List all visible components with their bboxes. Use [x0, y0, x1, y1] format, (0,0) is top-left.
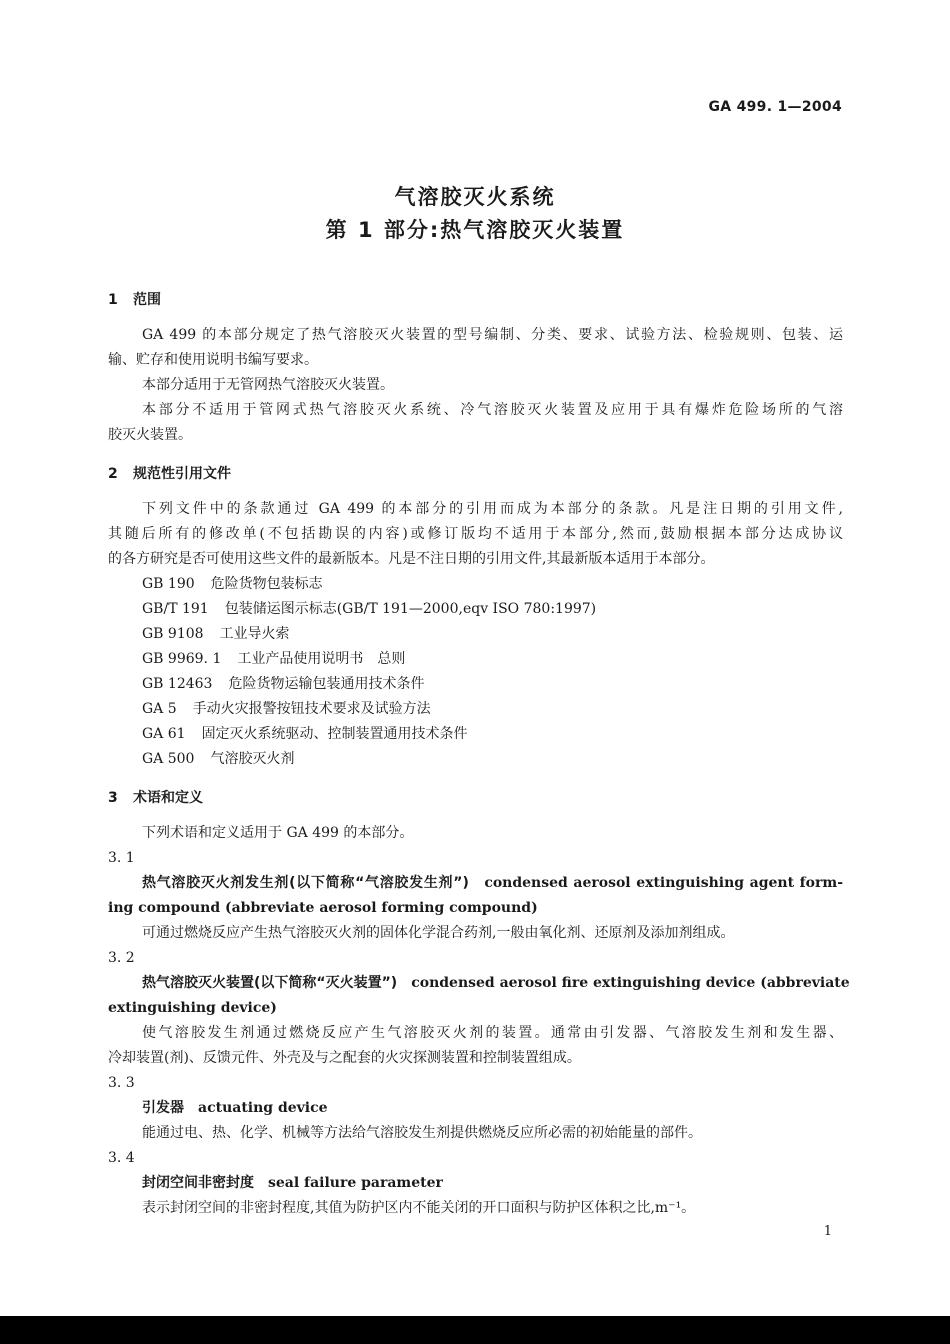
term-definition: 使气溶胶发生剂通过燃烧反应产生气溶胶灭火剂的装置。通常由引发器、气溶胶发生剂和发生器、 — [142, 1025, 843, 1041]
section-heading-scope — [108, 289, 161, 309]
clause-number: 3. 3 — [108, 1075, 135, 1091]
term-english: seal failure parameter — [268, 1175, 443, 1191]
reference-item — [142, 572, 323, 597]
term-line — [142, 1171, 443, 1196]
document-subtitle: 第 1 部分:热气溶胶灭火装置 — [325, 218, 625, 242]
term-definition-continued: 冷却装置(剂)、反馈元件、外壳及与之配套的火灾探测装置和控制装置组成。 — [108, 1050, 581, 1066]
term-definition: 能通过电、热、化学、机械等方法给气溶胶发生剂提供燃烧反应所必需的初始能量的部件。 — [142, 1125, 702, 1141]
reference-title: 危险货物包装标志 — [210, 576, 323, 592]
term-english-continued: extinguishing device) — [108, 1000, 277, 1016]
reference-title: 工业产品使用说明书 总则 — [237, 651, 406, 667]
paragraph-line: 胶灭火装置。 — [108, 427, 192, 443]
section-title: 术语和定义 — [133, 790, 203, 806]
reference-title: 包装储运图示标志(GB/T 191—2000,eqv ISO 780:1997) — [224, 601, 597, 617]
term-english-continued: ing compound (abbreviate aerosol forming compound) — [108, 900, 538, 916]
reference-item — [142, 722, 468, 747]
bottom-edge-bar — [0, 1316, 950, 1344]
reference-code: GB 190 — [142, 576, 195, 592]
section-number: 3 — [108, 790, 118, 806]
reference-item — [142, 622, 290, 647]
term-definition: 可通过燃烧反应产生热气溶胶灭火剂的固体化学混合药剂,一般由氧化剂、还原剂及添加剂组成。 — [142, 925, 735, 941]
reference-code: GB 12463 — [142, 676, 213, 692]
reference-code: GA 500 — [142, 751, 195, 767]
reference-item — [142, 747, 294, 772]
term-chinese: 引发器 — [142, 1100, 184, 1116]
reference-code: GA 5 — [142, 701, 177, 717]
term-chinese: 热气溶胶灭火装置(以下简称“灭火装置”) — [142, 975, 398, 991]
term-line — [142, 971, 850, 996]
reference-title: 手动火灾报警按钮技术要求及试验方法 — [192, 701, 431, 717]
reference-item — [142, 597, 596, 622]
term-english: actuating device — [198, 1100, 328, 1116]
term-line — [142, 871, 843, 896]
section-heading-references — [108, 463, 231, 483]
paragraph-line: 其随后所有的修改单(不包括勘误的内容)或修订版均不适用于本部分,然而,鼓励根据本部分达成协议 — [108, 526, 843, 542]
reference-code: GA 61 — [142, 726, 186, 742]
section-title: 规范性引用文件 — [133, 466, 231, 482]
term-chinese: 热气溶胶灭火剂发生剂(以下简称“气溶胶发生剂”) — [142, 875, 469, 891]
clause-number: 3. 4 — [108, 1150, 135, 1166]
reference-item — [142, 697, 431, 722]
section-number: 2 — [108, 466, 118, 482]
clause-number: 3. 1 — [108, 850, 135, 866]
paragraph-line: GA 499 的本部分规定了热气溶胶灭火装置的型号编制、分类、要求、试验方法、检验规则、包装、运 — [142, 327, 843, 343]
term-english: condensed aerosol extinguishing agent form- — [484, 875, 844, 891]
section-heading-terms — [108, 787, 203, 807]
term-chinese: 封闭空间非密封度 — [142, 1175, 254, 1191]
reference-title: 固定灭火系统驱动、控制装置通用技术条件 — [201, 726, 468, 742]
reference-code: GB 9969. 1 — [142, 651, 222, 667]
reference-code: GB/T 191 — [142, 601, 209, 617]
term-definition: 表示封闭空间的非密封程度,其值为防护区内不能关闭的开口面积与防护区体积之比,m⁻¹。 — [142, 1200, 696, 1216]
reference-item — [142, 647, 405, 672]
paragraph-line: 的各方研究是否可使用这些文件的最新版本。凡是不注日期的引用文件,其最新版本适用于本部分。 — [108, 551, 715, 567]
reference-title: 危险货物运输包装通用技术条件 — [228, 676, 425, 692]
paragraph-line: 本部分适用于无管网热气溶胶灭火装置。 — [142, 377, 394, 393]
paragraph-line: 输、贮存和使用说明书编写要求。 — [108, 352, 318, 368]
section-title: 范围 — [133, 292, 161, 308]
term-line — [142, 1096, 328, 1121]
reference-code: GB 9108 — [142, 626, 204, 642]
page-number: 1 — [823, 1224, 832, 1239]
clause-number: 3. 2 — [108, 950, 135, 966]
paragraph-line: 下列文件中的条款通过 GA 499 的本部分的引用而成为本部分的条款。凡是注日期的引用文件, — [142, 501, 843, 517]
document-title: 气溶胶灭火系统 — [394, 185, 556, 209]
reference-title: 工业导火索 — [219, 626, 290, 642]
reference-title: 气溶胶灭火剂 — [210, 751, 295, 767]
paragraph-line: 下列术语和定义适用于 GA 499 的本部分。 — [142, 825, 414, 841]
standard-code: GA 499. 1—2004 — [708, 99, 842, 115]
term-english: condensed aerosol fire extinguishing device (abbreviate — [411, 975, 850, 991]
reference-item — [142, 672, 424, 697]
paragraph-line: 本部分不适用于管网式热气溶胶灭火系统、冷气溶胶灭火装置及应用于具有爆炸危险场所的气溶 — [142, 402, 843, 418]
section-number: 1 — [108, 292, 118, 308]
